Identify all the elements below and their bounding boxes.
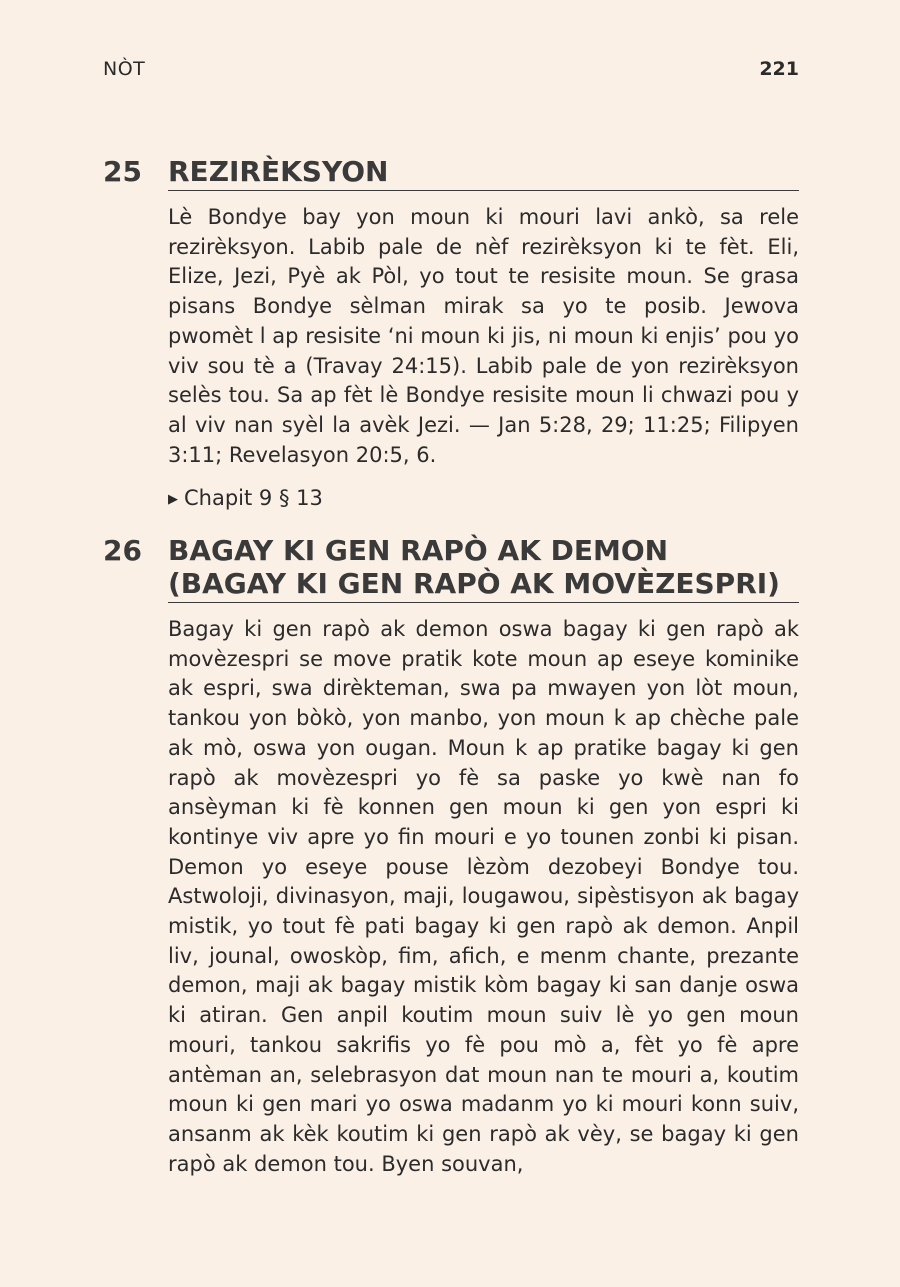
- section-label: NÒT: [103, 58, 146, 80]
- note-body: [168, 615, 799, 1179]
- note-title: [168, 534, 799, 603]
- note-title: [168, 155, 799, 191]
- chapter-reference-label: Chapit 9 § 13: [184, 486, 323, 511]
- triangle-right-icon: ▶: [168, 492, 178, 508]
- note-paragraph: Lè Bondye bay yon moun ki mouri lavi ankò, sa rele rezirèksyon. Labib pale de nèf rezirèksyon ki te fèt. Eli, Elize, Jezi, Pyè ak Pòl, yo tout te resisite moun. Se grasa pisans Bondye sèlman mirak sa yo te posib. Jewova pwomèt l ap resisite ‘ni moun ki jis, ni moun ki enjis’ pou yo viv sou tè a (Travay 24:15). Labib pale de yon rezirèksyon selès tou. Sa ap fèt lè Bondye resisite moun li chwazi pou y al viv nan syèl la avèk Jezi. — Jan 5:28, 29; 11:25; Filipyen 3:11; Revelasyon 20:5, 6.: [168, 205, 799, 467]
- note-title-line: (BAGAY KI GEN RAPÒ AK MOVÈZESPRI): [168, 567, 780, 600]
- note-number: 25: [103, 155, 142, 188]
- note-25: [103, 155, 799, 514]
- note-number: 26: [103, 534, 142, 567]
- running-head: [103, 58, 799, 82]
- note-title-line: BAGAY KI GEN RAPÒ AK DEMON: [168, 534, 669, 567]
- chapter-reference-link[interactable]: [168, 484, 799, 514]
- note-26: [103, 534, 799, 1179]
- page-number: 221: [759, 58, 799, 80]
- note-paragraph: Bagay ki gen rapò ak demon oswa bagay ki gen rapò ak movèzespri se move pratik kote moun ap eseye kominike ak espri, swa dirèkteman, swa pa mwayen yon lòt moun, tankou yon bòkò, yon manbo, yon moun k ap chèche pale ak mò, oswa yon ougan. Moun k ap pratike bagay ki gen rapò ak movèzespri yo fè sa paske yo kwè nan fo ansèyman ki fè konnen gen moun ki gen yon espri ki kontinye viv apre yo fin mouri e yo tounen zonbi ki pisan. Demon yo eseye pouse lèzòm dezobeyi Bondye tou. Astwoloji, divinasyon, maji, lougawou, sipèstisyon ak bagay mistik, yo tout fè pati bagay ki gen rapò ak demon. Anpil liv, jounal, owoskòp, fim, afich, e menm chante, prezante demon, maji ak bagay mistik kòm bagay ki san danje oswa ki atiran. Gen anpil koutim moun suiv lè yo gen moun mouri, tankou sakrifis yo fè pou mò a, fèt yo fè apre antèman an, selebrasyon dat moun nan te mouri a, koutim moun ki gen mari yo oswa madanm yo ki mouri konn suiv, ansanm ak kèk koutim ki gen rapò ak vèy, se bagay ki gen rapò ak demon tou. Byen souvan,: [168, 617, 799, 1176]
- note-body: [168, 203, 799, 470]
- note-title-line: REZIRÈKSYON: [168, 155, 389, 188]
